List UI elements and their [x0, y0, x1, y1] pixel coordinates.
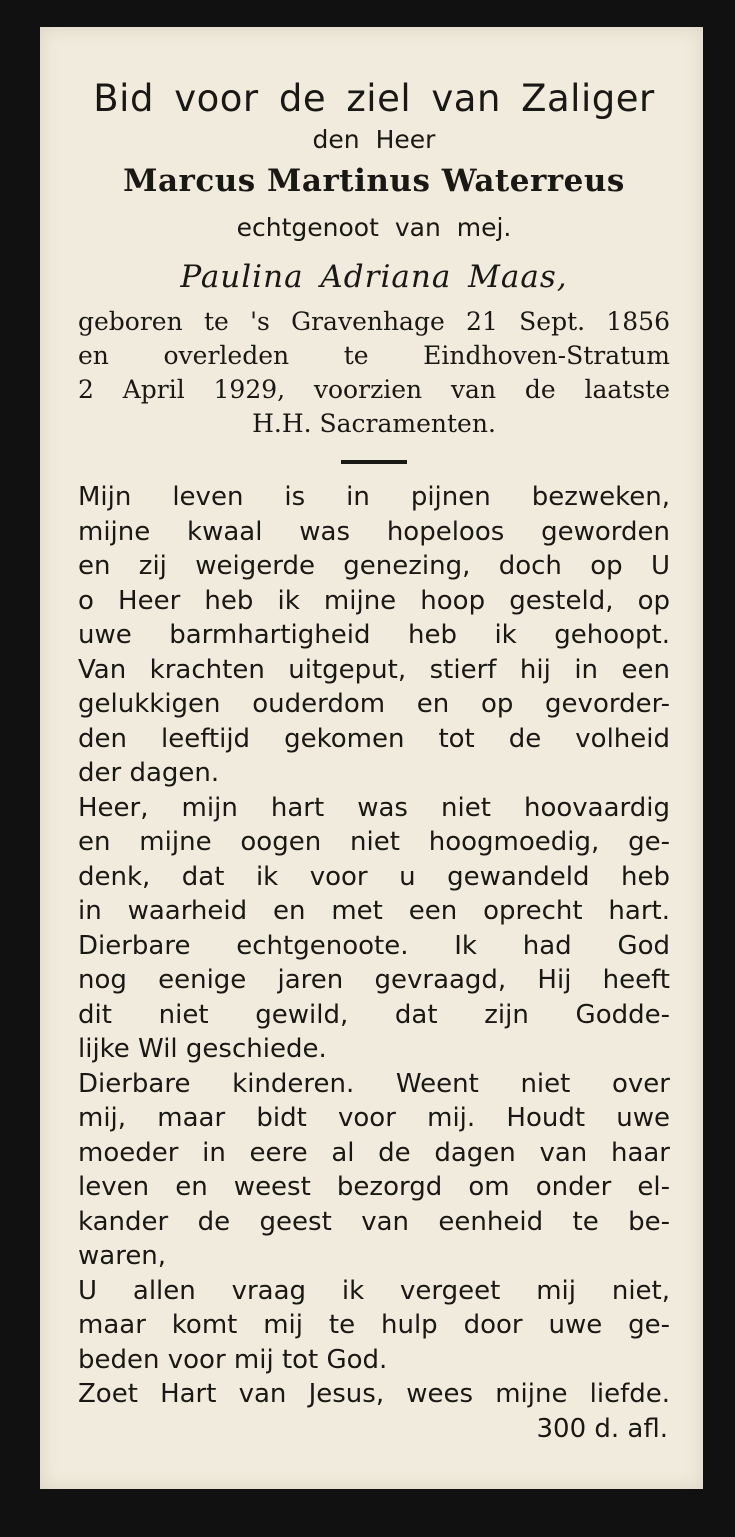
deceased-name: Marcus Martinus Waterreus: [123, 163, 625, 199]
title-heer: den Heer: [312, 125, 436, 154]
spouse-intro: echtgenoot van mej.: [236, 213, 512, 242]
text-line: dit niet gewild, dat zijn Godde-: [78, 999, 670, 1030]
indulgence-note: 300 d. afl.: [536, 1413, 668, 1444]
text-line: maar komt mij te hulp door uwe ge-: [78, 1310, 670, 1340]
text-line: uwe barmhartigheid heb ik gehoopt.: [78, 620, 670, 650]
text-line: kander de geest van eenheid te be-: [78, 1206, 670, 1237]
text-line: Dierbare kinderen. Weent niet over: [78, 1068, 670, 1099]
prayer-text: [78, 480, 670, 1446]
text-line: Dierbare echtgenoote. Ik had God: [78, 930, 670, 961]
text-line: waren,: [78, 1241, 167, 1271]
text-line: lijke Wil geschiede.: [78, 1034, 327, 1064]
text-line: beden voor mij tot God.: [78, 1344, 388, 1375]
text-line: den leeftijd gekomen tot de volheid: [78, 723, 670, 754]
card-content: [78, 75, 670, 1446]
text-line: in waarheid en met een oprecht hart.: [78, 896, 670, 926]
card-paper: [40, 27, 703, 1489]
text-line: gelukkigen ouderdom en op gevorder-: [78, 689, 670, 719]
text-line: Zoet Hart van Jesus, wees mijne liefde.: [78, 1379, 670, 1409]
death-date-line: 2 April 1929, voorzien van de laatste: [78, 375, 670, 404]
text-line: en mijne oogen niet hoogmoedig, ge-: [78, 827, 670, 857]
text-line: Heer, mijn hart was niet hoovaardig: [78, 792, 670, 823]
life-dates: [78, 305, 670, 441]
text-line: der dagen.: [78, 758, 220, 788]
text-line: moeder in eere al de dagen van haar: [78, 1137, 670, 1168]
birth-line: geboren te 's Gravenhage 21 Sept. 1856: [78, 307, 670, 336]
prayer-heading: Bid voor de ziel van Zaliger: [93, 77, 655, 120]
text-line: leven en weest bezorgd om onder el-: [78, 1172, 670, 1202]
text-line: Van krachten uitgeput, stierf hij in een: [78, 654, 670, 685]
sacraments-line: H.H. Sacramenten.: [252, 409, 496, 438]
text-line: mij, maar bidt voor mij. Houdt uwe: [78, 1103, 670, 1133]
text-line: o Heer heb ik mijne hoop gesteld, op: [78, 585, 670, 616]
text-line: denk, dat ik voor u gewandeld heb: [78, 861, 670, 892]
text-line: mijne kwaal was hopeloos geworden: [78, 516, 670, 547]
text-line: en zij weigerde genezing, doch op U: [78, 551, 670, 581]
text-line: U allen vraag ik vergeet mij niet,: [78, 1275, 670, 1306]
text-line: Mijn leven is in pijnen bezweken,: [78, 482, 670, 512]
text-line: nog eenige jaren gevraagd, Hij heeft: [78, 965, 670, 995]
spouse-name: Paulina Adriana Maas,: [180, 259, 568, 295]
death-line: en overleden te Eindhoven-Stratum: [78, 341, 670, 370]
divider: [341, 460, 407, 464]
